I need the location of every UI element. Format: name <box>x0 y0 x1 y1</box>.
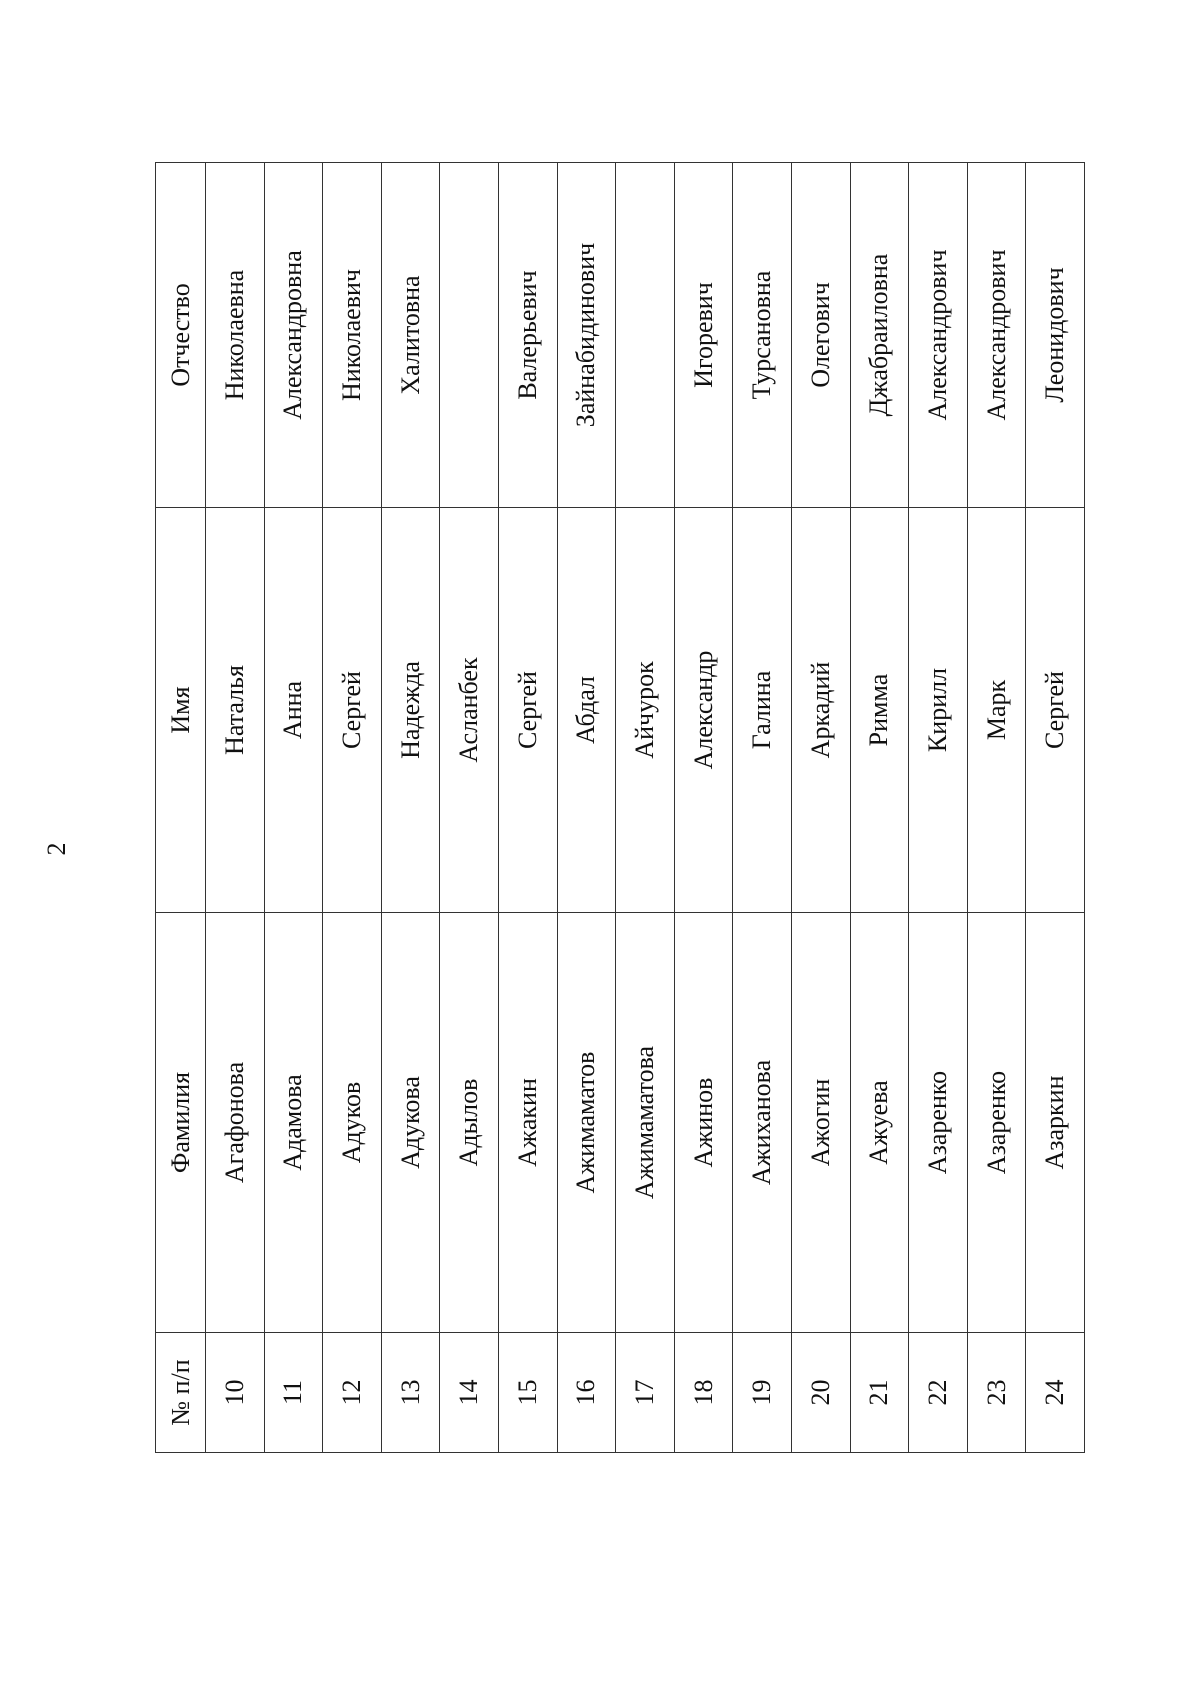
cell-first-name: Асланбек <box>440 508 499 913</box>
cell-first-name: Сергей <box>1026 508 1085 913</box>
table-row <box>967 163 1026 1453</box>
cell-number: 22 <box>909 1333 968 1453</box>
header-last-name: Фамилия <box>156 913 206 1333</box>
cell-last-name: Ажимаматова <box>616 913 675 1333</box>
cell-first-name: Александр <box>674 508 733 913</box>
cell-number: 18 <box>674 1333 733 1453</box>
table-row <box>733 163 792 1453</box>
table-row <box>440 163 499 1453</box>
cell-first-name: Сергей <box>323 508 382 913</box>
cell-last-name: Ажогин <box>791 913 850 1333</box>
table-row <box>557 163 616 1453</box>
cell-last-name: Азаренко <box>967 913 1026 1333</box>
cell-last-name: Ажиханова <box>733 913 792 1333</box>
table-row <box>850 163 909 1453</box>
header-number: № п/п <box>156 1333 206 1453</box>
table-row <box>909 163 968 1453</box>
table-row <box>381 163 440 1453</box>
cell-patronymic: Александрович <box>909 163 968 508</box>
cell-patronymic: Леонидович <box>1026 163 1085 508</box>
page-number: 2 <box>42 842 71 856</box>
cell-patronymic: Николаевна <box>206 163 265 508</box>
cell-first-name: Наталья <box>206 508 265 913</box>
cell-last-name: Ажакин <box>498 913 557 1333</box>
cell-first-name: Айчурок <box>616 508 675 913</box>
cell-number: 24 <box>1026 1333 1085 1453</box>
cell-first-name: Аркадий <box>791 508 850 913</box>
cell-number: 21 <box>850 1333 909 1453</box>
cell-first-name: Надежда <box>381 508 440 913</box>
table-row <box>323 163 382 1453</box>
cell-first-name: Анна <box>264 508 323 913</box>
cell-number: 11 <box>264 1333 323 1453</box>
cell-first-name: Марк <box>967 508 1026 913</box>
cell-number: 13 <box>381 1333 440 1453</box>
cell-patronymic: Александровна <box>264 163 323 508</box>
cell-number: 19 <box>733 1333 792 1453</box>
cell-patronymic: Олегович <box>791 163 850 508</box>
cell-last-name: Адылов <box>440 913 499 1333</box>
cell-number: 16 <box>557 1333 616 1453</box>
cell-patronymic: Валерьевич <box>498 163 557 508</box>
cell-patronymic: Турсановна <box>733 163 792 508</box>
cell-first-name: Кирилл <box>909 508 968 913</box>
cell-first-name: Римма <box>850 508 909 913</box>
header-patronymic: Отчество <box>156 163 206 508</box>
cell-last-name: Адуков <box>323 913 382 1333</box>
cell-number: 10 <box>206 1333 265 1453</box>
table-row <box>791 163 850 1453</box>
table-body <box>206 163 1085 1453</box>
cell-patronymic <box>440 163 499 508</box>
cell-number: 12 <box>323 1333 382 1453</box>
table-row <box>498 163 557 1453</box>
table-row <box>616 163 675 1453</box>
cell-last-name: Ажуева <box>850 913 909 1333</box>
cell-number: 14 <box>440 1333 499 1453</box>
cell-number: 15 <box>498 1333 557 1453</box>
cell-patronymic: Джабраиловна <box>850 163 909 508</box>
cell-number: 20 <box>791 1333 850 1453</box>
cell-first-name: Сергей <box>498 508 557 913</box>
cell-last-name: Ажинов <box>674 913 733 1333</box>
table-row <box>674 163 733 1453</box>
table-row <box>206 163 265 1453</box>
cell-last-name: Азаренко <box>909 913 968 1333</box>
cell-patronymic <box>616 163 675 508</box>
cell-patronymic: Халитовна <box>381 163 440 508</box>
table-header-row <box>156 163 206 1453</box>
roster-table-container <box>155 163 1085 1453</box>
cell-last-name: Агафонова <box>206 913 265 1333</box>
cell-last-name: Азаркин <box>1026 913 1085 1333</box>
roster-table <box>155 162 1085 1453</box>
table-row <box>264 163 323 1453</box>
header-first-name: Имя <box>156 508 206 913</box>
table-row <box>1026 163 1085 1453</box>
cell-first-name: Абдал <box>557 508 616 913</box>
cell-last-name: Ажимаматов <box>557 913 616 1333</box>
cell-last-name: Адукова <box>381 913 440 1333</box>
cell-patronymic: Александрович <box>967 163 1026 508</box>
cell-first-name: Галина <box>733 508 792 913</box>
cell-number: 23 <box>967 1333 1026 1453</box>
cell-patronymic: Зайнабидинович <box>557 163 616 508</box>
cell-last-name: Адамова <box>264 913 323 1333</box>
cell-patronymic: Николаевич <box>323 163 382 508</box>
cell-patronymic: Игоревич <box>674 163 733 508</box>
cell-number: 17 <box>616 1333 675 1453</box>
